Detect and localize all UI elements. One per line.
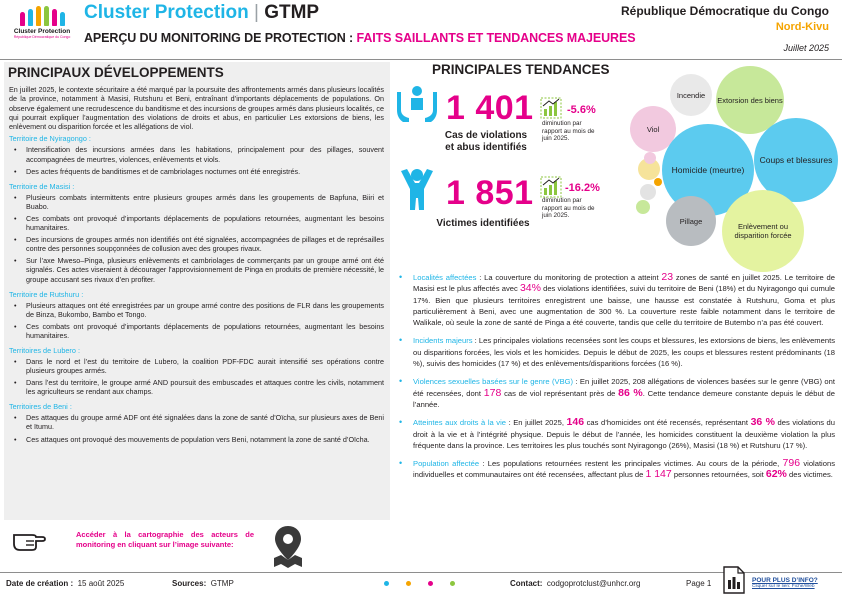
sources [172, 579, 234, 588]
logo-person [52, 9, 57, 26]
bullet-item: • Ces combats ont provoqué d’importants déplacements de populations retournées, augmentant les besoins humanitaires. [26, 322, 384, 340]
creation-date-value: 15 août 2025 [77, 579, 125, 588]
creation-date [6, 579, 124, 588]
logo-person [44, 6, 49, 26]
province-name: Nord-Kivu [775, 21, 829, 33]
logo-subtext: République Démocratique du Congo [13, 35, 71, 39]
bubble-pillage [666, 196, 716, 246]
bubble-label: Extorsion des biens [717, 95, 783, 105]
territory-bullets [4, 411, 390, 443]
trend-number: 86 % [618, 386, 643, 399]
logo-people-icon [10, 6, 74, 26]
country-name: République Démocratique du Congo [620, 4, 829, 18]
violations-label [436, 130, 536, 154]
developments-title: PRINCIPAUX DÉVELOPPEMENTS [8, 65, 224, 80]
footer-divider [0, 572, 842, 573]
title-gtmp: GTMP [264, 2, 320, 23]
bubble-small [644, 152, 656, 164]
trend-text: des violations du droit à la vie et à l’intégrité physique. Depuis le début de l’année, les homicides constituent la deuxième violation la plus fréquente dans la province. Les territoires les plus touchés sont Nyiragongo (26%), Masisi (18 %) et Rutshuru (17 %). [413, 418, 835, 450]
logo-person [60, 12, 65, 26]
trend-text: . Cette tendance demeure constante depuis le début de l’année. [413, 388, 836, 409]
victims-count: 1 851 [446, 174, 534, 212]
trend-number: 23 [661, 271, 674, 283]
violations-label-line1: Cas de violations [444, 130, 528, 141]
document-link-icon[interactable] [720, 566, 746, 594]
trend-item-vbg [397, 376, 835, 410]
trend-item-incidents [397, 335, 835, 369]
trend-number: 178 [483, 386, 502, 399]
more-info-title[interactable]: POUR PLUS D’INFO? [752, 577, 818, 584]
violations-label-line2: et abus identifiés [445, 142, 527, 153]
bubble-label: Coups et blessures [759, 154, 833, 165]
developments-panel [4, 62, 390, 520]
footer-dot [450, 581, 455, 586]
incident-bubble-chart [630, 66, 840, 276]
subtitle-part2: FAITS SAILLANTS ET TENDANCES MAJEURES [356, 31, 636, 45]
footer [0, 576, 842, 595]
logo-person [36, 6, 41, 26]
bubble-label: Homicide (meurtre) [671, 164, 745, 175]
violations-trend-note: diminution par rapport au mois de juin 2025. [542, 120, 595, 143]
territory-bullets [4, 355, 390, 396]
map-pin-icon[interactable] [272, 524, 304, 568]
territory-bullets [4, 191, 390, 284]
trends-list [397, 272, 835, 488]
logo-person [20, 12, 25, 26]
bullet-item: • Dans le nord et l’est du territoire de Lubero, la coalition PDF-FDC aurait intensifié ses opérations contre plusieurs groupes armés. [26, 357, 384, 375]
violations-count: 1 401 [446, 89, 534, 127]
territory-heading: Territoire de Masisi : [9, 181, 75, 191]
more-info-link[interactable] [752, 577, 818, 589]
trend-keyword: Atteintes aux droits à la vie [413, 418, 507, 428]
trend-text: des victimes. [786, 470, 833, 480]
territory-heading: Territoires de Lubero : [9, 345, 80, 355]
victims-trend: -16.2% [565, 182, 600, 194]
trend-text: des violations identifiées, suivi du territoire de Beni (18%) et du Nyiragongo qui cumule 17%. Bien que plusieurs territoires enregistrent une baisse, une hausse est constatée à Rutshuru, Goma et plus particulièrement à Beni, avec une augmentation de 300 %. La couverture reste faible notamment dans le territoire de Walikale, où seule la zone de santé de Pinga a été couverte, tandis que celle du territoire de Butembo n’a pas été couvert. [413, 284, 835, 328]
hands-protect-icon [395, 82, 439, 122]
bubble-small [640, 184, 656, 200]
bullet-item: • Intensification des incursions armées dans les habitations, principalement pour des pillages, souvent accompagnées de meurtres, violences, enlèvements et viols. [26, 145, 384, 163]
developments-intro: En juillet 2025, le contexte sécuritaire a été marqué par la poursuite des affrontements armés dans plusieurs localités de la province, notamment à Masisi, Rutshuru et Beni, entraînant d’importants déplacements de populations. On observe également une recrudescence du banditisme et des incursions de groupes armés dans plusieurs localités, ce qui pourrait expliquer l’augmentation des violations de droits et abus, en particulier Les extorsions de biens, les enlèvement ou disparition forcée et les allégations de viol. [9, 85, 384, 132]
title-cluster: Cluster Protection [84, 2, 249, 23]
page-subtitle [84, 31, 635, 45]
bullet-item: • Plusieurs combats intermittents entre plusieurs groupes armés dans les groupements de Bapfuna, Biiri et Buabo. [26, 193, 384, 211]
logo-person [28, 9, 33, 26]
trend-keyword: Incidents majeurs [413, 336, 473, 346]
footer-dot [384, 581, 389, 586]
title-separator: | [253, 2, 259, 23]
trend-keyword: Population affectée [413, 459, 480, 469]
trends-title: PRINCIPALES TENDANCES [432, 62, 610, 77]
trend-text: : La couverture du monitoring de protection a atteint [476, 273, 662, 282]
trend-text: : En juillet 2025, 208 allégations de violences basées sur le genre (VBG) ont été recensées, dont [413, 377, 835, 398]
bubble-label: Pillage [679, 216, 703, 226]
page-number: Page 1 [686, 579, 712, 588]
territory-heading: Territoire de Nyiragongo : [9, 134, 91, 144]
cartography-link-text[interactable]: Accéder à la cartographie des acteurs de monitoring en cliquant sur l’image suivante: [76, 530, 254, 549]
trend-text: violations individuelles et communautaires ont été recensées, affectant plus de [413, 459, 835, 480]
footer-dot [406, 581, 411, 586]
page-title [84, 2, 319, 24]
logo-text: Cluster Protection [13, 28, 71, 35]
bullet-item: • Plusieurs attaques ont été enregistrées par un groupe armé contre des positions de FLR dans les groupements de Binza, Bukombo, Bambo et Tongo. [26, 301, 384, 319]
bubble-incendie [670, 74, 712, 116]
bubble-label: Viol [646, 124, 660, 134]
bullet-item: • Dans l’est du territoire, le groupe armé AND poursuit des embuscades et attaques contre les civils, notamment les agriculteurs se rendant aux champs. [26, 378, 384, 396]
bubble-label: Enlèvement ou disparition forcée [734, 222, 792, 240]
bullet-item: • Des actes fréquents de banditismes et de cambriolages nocturnes ont été enregistrés. [26, 167, 384, 176]
bubble-small [654, 178, 662, 186]
bullet-item: • Ces attaques ont provoqué des mouvements de population vers Beni, notamment la zone de santé d’Oïcha. [26, 435, 384, 444]
trend-item-population [397, 458, 835, 481]
trend-number: 146 [566, 416, 585, 429]
trend-item-vie [397, 417, 835, 451]
trend-keyword: Violences sexuelles basées sur le genre (VBG) [413, 377, 574, 387]
trend-text: : Les principales violations recensées sont les coups et blessures, les extorsions de biens, les enlèvements ou disparitions forcées, les viols et les homicides. Depuis le début de 2025, les coups et blessures restent prédominants (18 %), suivis des homicides (17 %) et des enlèvements/disparitions forcées (16 %). [413, 336, 835, 369]
header [0, 0, 842, 56]
territory-bullets [4, 143, 390, 175]
bar-trend-icon [540, 176, 562, 198]
report-period: Juillet 2025 [783, 43, 829, 53]
trend-item-localites [397, 272, 835, 328]
pointing-hand-icon [12, 527, 46, 551]
bullet-item: • Des attaques du groupe armé ADF ont été signalées dans la zone de santé d’Oïcha, sur plusieurs axes de Beni et Itumu. [26, 413, 384, 431]
trend-number: 796 [782, 457, 801, 470]
trend-text: cas de viol représentant près de [501, 388, 619, 398]
subtitle-part1: APERÇU DU MONITORING DE PROTECTION : [84, 31, 357, 45]
trend-text: : En juillet 2025, [506, 418, 567, 428]
sources-label: Sources: [172, 579, 207, 588]
bubble-small [636, 200, 650, 214]
cluster-protection-logo [10, 4, 74, 54]
creation-date-label: Date de création : [6, 579, 74, 588]
more-info-subtitle[interactable]: Cliquer sur le lien: Fiche/Web [752, 584, 815, 589]
bar-trend-icon [540, 97, 562, 119]
trend-text: personnes retournées, soit [671, 470, 766, 480]
trend-keyword: Localités affectées [413, 273, 477, 282]
territory-bullets [4, 299, 390, 340]
header-divider [0, 59, 842, 60]
trend-text: : Les populations retournées restent les principales victimes. Au cours de la période, [479, 459, 783, 469]
victims-label: Victimes identifiées [436, 218, 530, 229]
territory-heading: Territoires de Beni : [9, 402, 72, 412]
trend-number: 34% [519, 282, 541, 295]
violations-trend: -5.6% [567, 104, 596, 116]
trend-number: 1 147 [645, 468, 672, 481]
bubble-label: Incendie [676, 90, 706, 100]
contact-label: Contact: [510, 579, 543, 588]
bullet-item: • Des incursions de groupes armés non identifiés ont été signalées, accompagnées de pillages et de représailles contre des personnes soupçonnées de collusion avec des groupes rivaux. [26, 235, 384, 253]
contact [510, 579, 640, 588]
bubble-enlevement [722, 190, 804, 272]
victim-person-icon [398, 168, 436, 212]
sources-value: GTMP [210, 579, 234, 588]
trend-text: zones de santé en juillet 2025. Le territoire de Masisi est le plus affectés avec [413, 273, 835, 294]
footer-dot [428, 581, 433, 586]
victims-trend-note: diminution par rapport au mois de juin 2025. [542, 197, 595, 220]
contact-email[interactable]: codgoprotclust@unhcr.org [546, 579, 641, 588]
territory-heading: Territoire de Rutshuru : [9, 289, 84, 299]
trend-number: 62% [765, 468, 787, 481]
bullet-item: • Sur l’axe Mweso–Pinga, plusieurs enlèvements et cambriolages de commerçants par un groupe armé ont été signalés. Ces actes viseraient à décourager l’approvisionnement de Pinga en produits de première nécessité, le groupe accusant ses rivaux d’en profiter. [26, 256, 384, 283]
trend-text: cas d’homicides ont été recensés, représentant [584, 418, 751, 428]
trend-number: 36 % [750, 416, 775, 429]
bullet-item: • Ces combats ont provoqué d’importants déplacements de populations retournées, augmentant les besoins humanitaires. [26, 214, 384, 232]
